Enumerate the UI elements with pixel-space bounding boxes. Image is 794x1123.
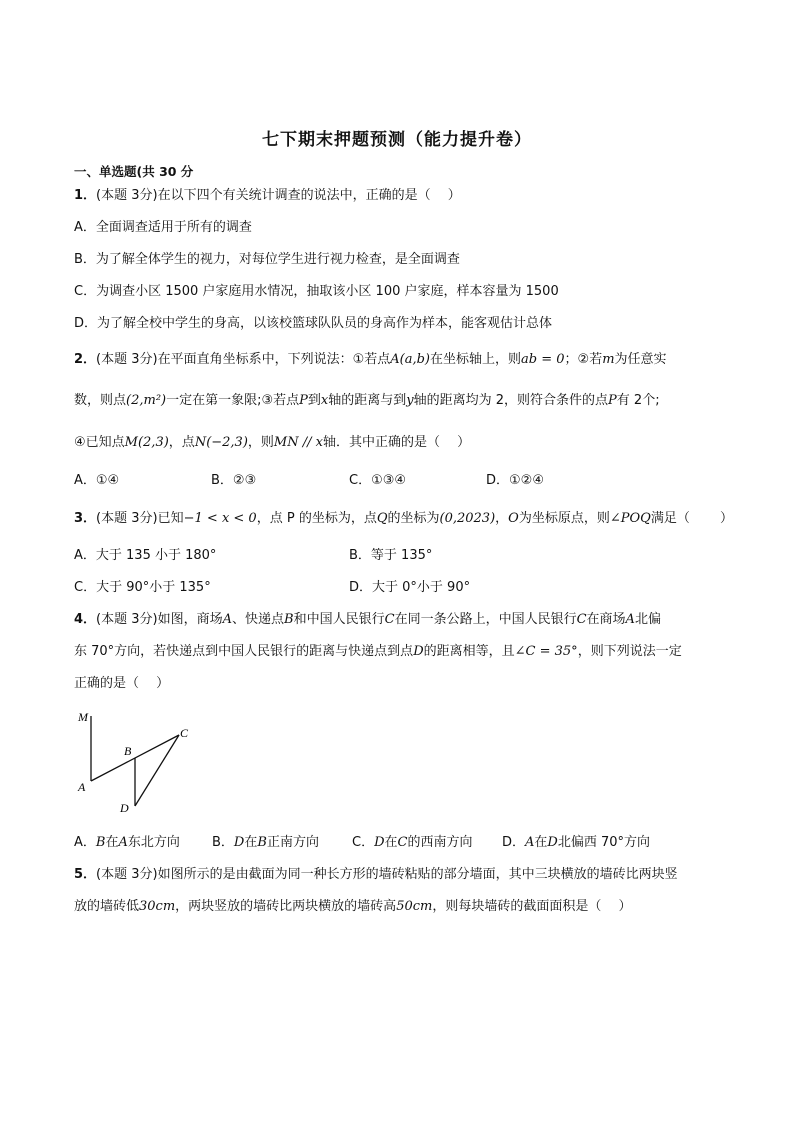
question-2-line-1: 2．(本题 3分)在平面直角坐标系中，下列说法：①若点A(a,b)在坐标轴上，则ab = 0；②若m为任意实 — [74, 352, 667, 367]
question-2-option-a: A．①④ — [74, 473, 120, 488]
question-5-line-1: 5．(本题 3分)如图所示的是由截面为同一种长方形的墙砖粘贴的部分墙面，其中三块横放的墙砖比两块竖 — [74, 867, 678, 882]
question-5-line-2: 放的墙砖低30cm，两块竖放的墙砖比两块横放的墙砖高50cm，则每块墙砖的截面面积是（ ） — [74, 899, 632, 914]
figure-line-cd — [135, 735, 179, 806]
question-3-stem: 3．(本题 3分)已知−1 < x < 0，点 P 的坐标为，点Q的坐标为(0,2023)，O为坐标原点，则∠POQ满足（ ） — [74, 511, 733, 526]
figure-label-c: C — [180, 726, 189, 740]
question-2-line-3: ④已知点M(2,3)，点N(−2,3)，则MN // x轴．其中正确的是（ ） — [74, 435, 471, 450]
question-2-option-b: B．②③ — [211, 473, 257, 488]
question-4-figure — [72, 705, 202, 817]
question-1-option-c: C．为调查小区 1500 户家庭用水情况，抽取该小区 100 户家庭，样本容量为 1500 — [74, 284, 559, 299]
figure-label-a: A — [78, 780, 86, 794]
section-heading: 一、单选题(共 30 分 — [74, 164, 194, 179]
question-1-stem: 1．(本题 3分)在以下四个有关统计调查的说法中，正确的是（ ） — [74, 188, 461, 203]
question-2-option-c: C．①③④ — [349, 473, 407, 488]
question-1-option-a: A．全面调查适用于所有的调查 — [74, 220, 252, 235]
question-2-line-2: 数，则点(2,m²)一定在第一象限;③若点P到x轴的距离与到y轴的距离均为 2，则符合条件的点P有 2个; — [74, 393, 660, 408]
question-2-option-d: D．①②④ — [486, 473, 544, 488]
question-1-option-d: D．为了解全校中学生的身高，以该校篮球队队员的身高作为样本，能客观估计总体 — [74, 316, 553, 331]
question-4-option-d: D．A在D北偏西 70°方向 — [502, 835, 651, 850]
question-3-option-b: B．等于 135° — [349, 548, 433, 563]
question-1-option-b: B．为了解全体学生的视力，对每位学生进行视力检查，是全面调查 — [74, 252, 460, 267]
question-4-line-3: 正确的是（ ） — [74, 676, 170, 691]
question-3-option-d: D．大于 0°小于 90° — [349, 580, 471, 595]
figure-label-m: M — [78, 710, 88, 724]
figure-label-d: D — [120, 801, 129, 815]
question-4-option-a: A．B在A东北方向 — [74, 835, 180, 850]
question-3-option-c: C．大于 90°小于 135° — [74, 580, 211, 595]
question-4-option-b: B．D在B正南方向 — [212, 835, 319, 850]
question-4-line-1: 4．(本题 3分)如图，商场A、快递点B和中国人民银行C在同一条公路上，中国人民银行C在商场A北偏 — [74, 612, 661, 627]
question-4-line-2: 东 70°方向，若快递点到中国人民银行的距离与快递点到点D的距离相等，且∠C = 35°，则下列说法一定 — [74, 644, 682, 659]
question-3-option-a: A．大于 135 小于 180° — [74, 548, 217, 563]
question-4-option-c: C．D在C的西南方向 — [352, 835, 473, 850]
page-title: 七下期末押题预测（能力提升卷） — [262, 130, 532, 150]
figure-label-b: B — [124, 744, 132, 758]
